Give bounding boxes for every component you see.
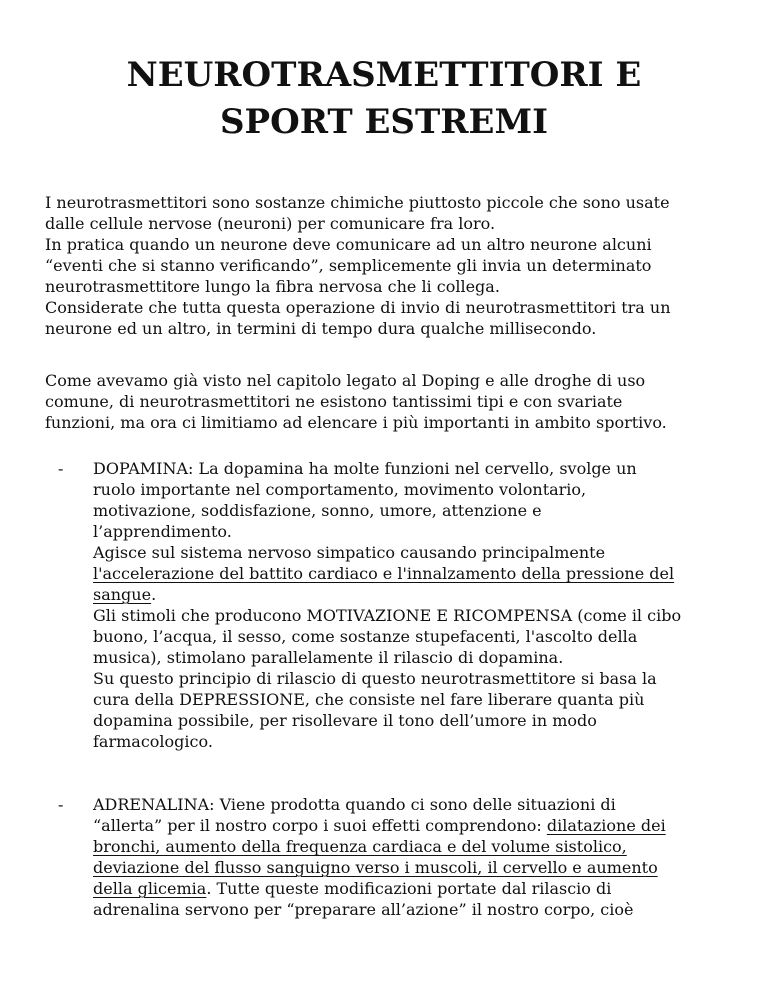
text-line: In pratica quando un neurone deve comunicare ad un altro neurone alcuni: [45, 235, 652, 254]
underlined-text: dilatazione dei: [546, 816, 666, 835]
text-line: [93, 584, 743, 605]
text-line: Considerate che tutta questa operazione di invio di neurotrasmettitori tra un: [45, 298, 671, 317]
underlined-text: bronchi, aumento della frequenza cardiaca e del volume sistolico,: [93, 837, 627, 856]
text-line: buono, l’acqua, il sesso, come sostanze stupefacenti, l'ascolto della: [93, 627, 638, 646]
text-line: funzioni, ma ora ci limitiamo ad elencare i più importanti in ambito sportivo.: [45, 413, 667, 432]
text-line: neurotrasmettitore lungo la fibra nervosa che li collega.: [45, 277, 500, 296]
text-line: farmacologico.: [93, 732, 213, 751]
text-line: Su questo principio di rilascio di questo neurotrasmettitore si basa la: [93, 669, 657, 688]
text-line: ADRENALINA: Viene prodotta quando ci sono delle situazioni di: [93, 795, 616, 814]
title-line-2: SPORT ESTREMI: [219, 102, 548, 142]
text-line: motivazione, soddisfazione, sonno, umore, attenzione e: [93, 501, 542, 520]
text-line: dopamina possibile, per risollevare il tono dell’umore in modo: [93, 711, 597, 730]
text-line: [93, 878, 743, 899]
underlined-text: l'accelerazione del battito cardiaco e l'innalzamento della pressione del: [93, 564, 675, 583]
text-line: [93, 563, 743, 584]
text-line: ruolo importante nel comportamento, movimento volontario,: [93, 480, 587, 499]
text-line: [93, 836, 743, 857]
text-line: Agisce sul sistema nervoso simpatico causando principalmente: [93, 543, 606, 562]
text-line: cura della DEPRESSIONE, che consiste nel fare liberare quanta più: [93, 690, 645, 709]
text-line: I neurotrasmettitori sono sostanze chimiche piuttosto piccole che sono usate: [45, 193, 670, 212]
text-line: dalle cellule nervose (neuroni) per comunicare fra loro.: [45, 214, 496, 233]
list-dash: -: [58, 795, 64, 814]
second-paragraph: [45, 370, 735, 433]
intro-paragraph: [45, 192, 735, 339]
text-line: l’apprendimento.: [93, 522, 232, 541]
text-line: comune, di neurotrasmettitori ne esistono tantissimi tipi e con svariate: [45, 392, 623, 411]
text-line: [93, 815, 743, 836]
text-line: Gli stimoli che producono MOTIVAZIONE E RICOMPENSA (come il cibo: [93, 606, 682, 625]
text-line: DOPAMINA: La dopamina ha molte funzioni nel cervello, svolge un: [93, 459, 637, 478]
underlined-text: sangue: [93, 585, 152, 604]
text-line: [93, 857, 743, 878]
list-item-content: [93, 458, 743, 752]
underlined-text: della glicemia: [93, 879, 207, 898]
underlined-text: deviazione del flusso sanguigno verso i muscoli, il cervello e aumento: [93, 858, 658, 877]
text-fragment: “allerta” per il nostro corpo i suoi effetti comprendono:: [93, 816, 547, 835]
list-dash: -: [58, 459, 64, 478]
text-fragment: . Tutte queste modificazioni portate dal rilascio di: [206, 879, 612, 898]
text-line: musica), stimolano parallelamente il rilascio di dopamina.: [93, 648, 564, 667]
text-line: adrenalina servono per “preparare all’azione” il nostro corpo, cioè: [93, 900, 634, 919]
page-title: [0, 52, 768, 146]
text-line: Come avevamo già visto nel capitolo legato al Doping e alle droghe di uso: [45, 371, 646, 390]
title-line-1: NEUROTRASMETTITORI E: [126, 55, 642, 95]
list-item-content: [93, 794, 743, 920]
text-fragment: .: [151, 585, 157, 604]
text-line: neurone ed un altro, in termini di tempo dura qualche millisecondo.: [45, 319, 597, 338]
text-line: “eventi che si stanno verificando”, semplicemente gli invia un determinato: [45, 256, 652, 275]
